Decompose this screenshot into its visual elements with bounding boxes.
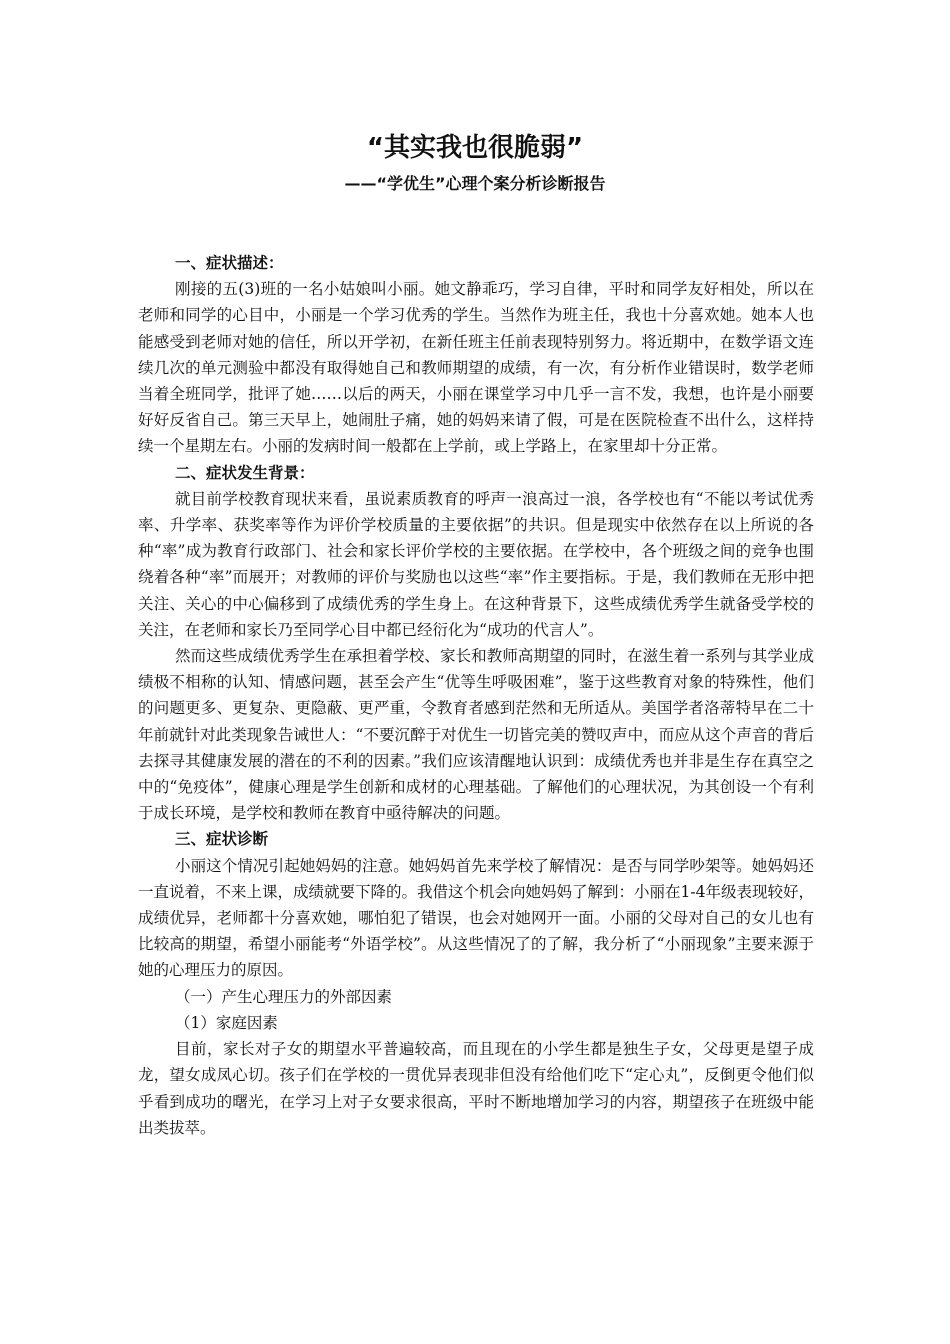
page-subtitle: ——“学优生”心理个案分析诊断报告	[344, 174, 606, 193]
paragraph: 然而这些成绩优秀学生在承担着学校、家长和教师高期望的同时，在滋生着一系列与其学业成绩极不相称的认知、情感问题，甚至会产生“优等生呼吸困难”，鉴于这些教育对象的特殊性，他们的问题更多、更复杂、更隐蔽、更严重，令教育者感到茫然和无所适从。美国学者洛蒂特早在二十年前就针对此类现象告诫世人：“不要沉醉于对优生一切皆完美的赞叹声中，而应从这个声音的背后去探寻其健康发展的潜在的不利的因素。”我们应该清醒地认识到：成绩优秀也并非是生存在真空之中的“免疫体”，健康心理是学生创新和成材的心理基础。了解他们的心理状况，为其创设一个有利于成长环境，是学校和教师在教育中亟待解决的问题。	[138, 647, 814, 823]
section-heading-symptoms: 一、症状描述：	[175, 254, 284, 272]
paragraph: 就目前学校教育现状来看，虽说素质教育的呼声一浪高过一浪，各学校也有“不能以考试优秀率、升学率、获奖率等作为评价学校质量的主要依据”的共识。但是现实中依然存在以上所说的各种“率”成为教育行政部门、社会和家长评价学校的主要依据。在学校中，各个班级之间的竞争也围绕着各种“率”而展开；对教师的评价与奖励也以这些“率”作主要指标。于是，我们教师在无形中把关注、关心的中心偏移到了成绩优秀的学生身上。在这种背景下，这些成绩优秀学生就备受学校的关注，在老师和家长乃至同学心目中都已经衍化为“成功的代言人”。	[138, 489, 814, 639]
paragraph: 目前，家长对子女的期望水平普遍较高，而且现在的小学生都是独生子女，父母更是望子成龙，望女成凤心切。孩子们在学校的一贯优异表现非但没有给他们吃下“定心丸”，反倒更令他们似乎看到成功的曙光，在学习上对子女要求很高，平时不断地增加学习的内容，期望孩子在班级中能出类拔萃。	[138, 1040, 814, 1137]
page-title: “其实我也很脆弱”	[366, 133, 584, 163]
document-body	[138, 250, 814, 1141]
subheading-external-factors: （一）产生心理压力的外部因素	[175, 987, 393, 1006]
section-heading-background: 二、症状发生背景：	[175, 463, 315, 482]
paragraph: 小丽这个情况引起她妈妈的注意。她妈妈首先来学校了解情况：是否与同学吵架等。她妈妈还一直说着，不来上课，成绩就要下降的。我借这个机会向她妈妈了解到：小丽在1-4年级表现较好，成绩优异，老师都十分喜欢她，哪怕犯了错误，也会对她网开一面。小丽的父母对自己的女儿也有比较高的期望，希望小丽能考“外语学校”。从这些情况了的了解，我分析了“小丽现象”主要来源于她的心理压力的原因。	[138, 856, 814, 980]
section-heading-diagnosis: 三、症状诊断	[175, 830, 269, 849]
paragraph: 刚接的五(3)班的一名小姑娘叫小丽。她文静乖巧，学习自律，平时和同学友好相处，所以在老师和同学的心目中，小丽是一个学习优秀的学生。当然作为班主任，我也十分喜欢她。她本人也能感受到老师对她的信任，所以开学初，在新任班主任前表现特别努力。将近期中，在数学语文连续几次的单元测验中都没有取得她自己和教师期望的成绩，有一次，有分析作业错误时，数学老师当着全班同学，批评了她……以后的两天，小丽在课堂学习中几乎一言不发，我想，也许是小丽要好好反省自己。第三天早上，她闹肚子痛，她的妈妈来请了假，可是在医院检查不出什么，这样持续一个星期左右。小丽的发病时间一般都在上学前，或上学路上，在家里却十分正常。	[138, 280, 814, 456]
subheading-family-factors: （1）家庭因素	[175, 1013, 278, 1032]
